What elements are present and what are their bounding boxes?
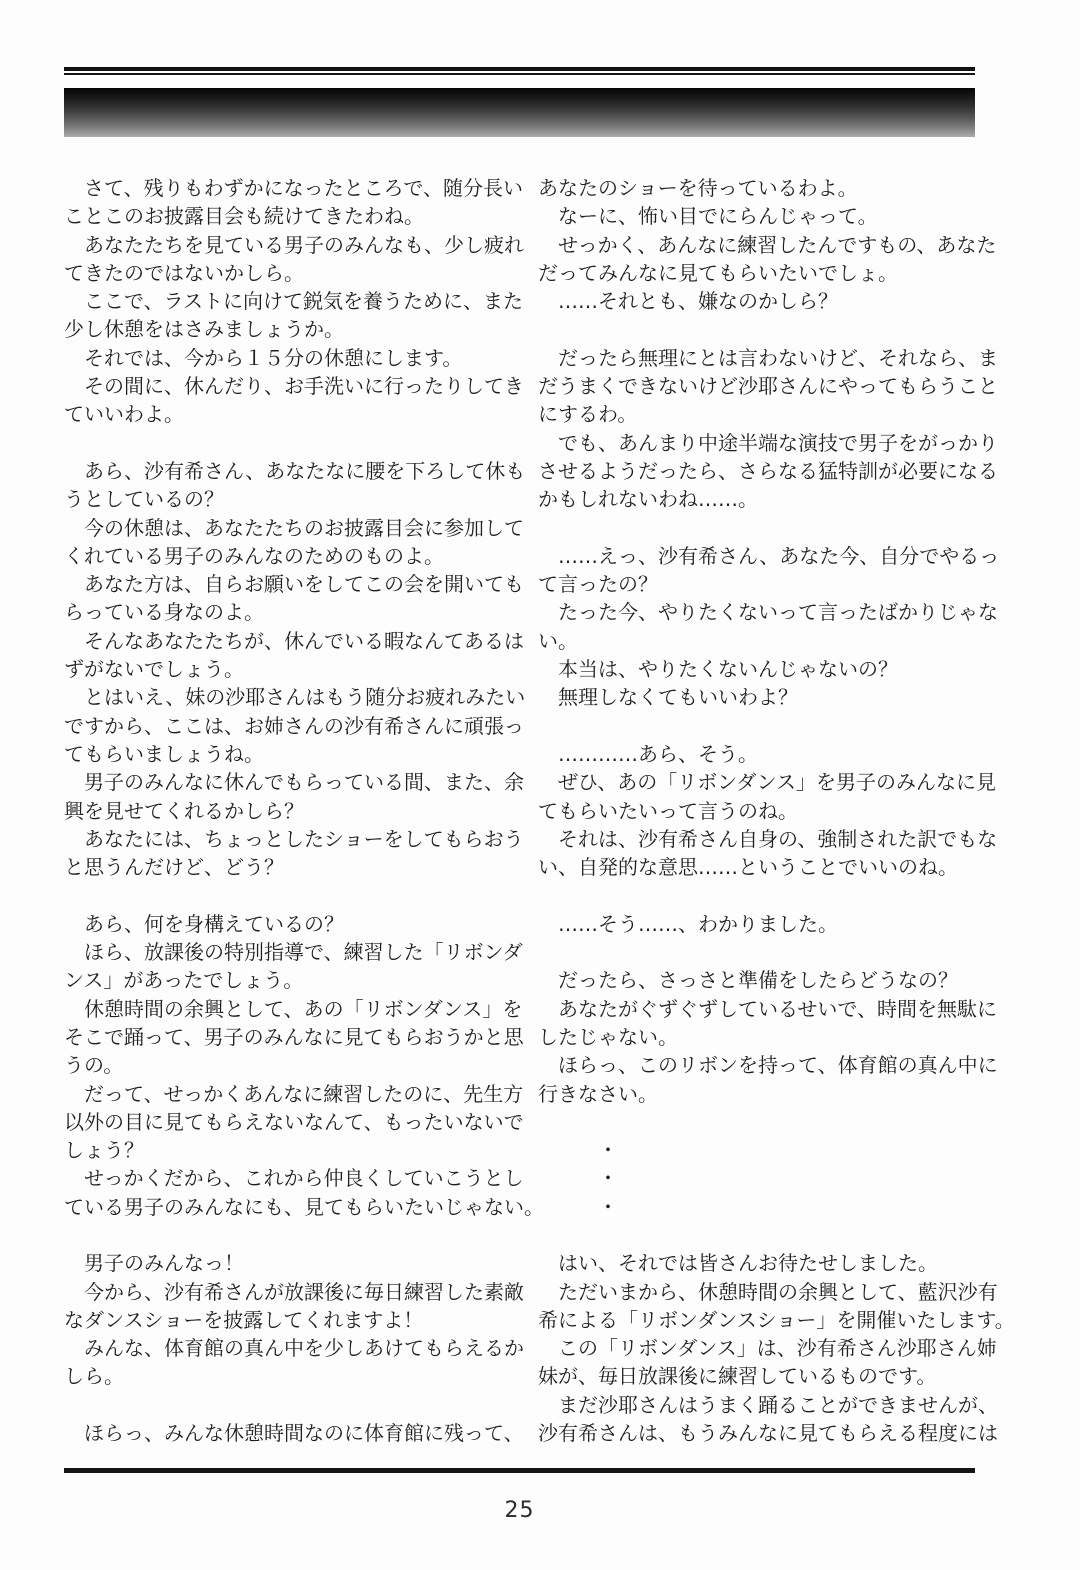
text-line: だうまくできないけど沙耶さんにやってもらうこと [538, 374, 998, 399]
text-line: あら、沙有希さん、あなたなに腰を下ろして休も [64, 458, 526, 483]
text-line: 興を見せてくれるかしら？ [64, 798, 304, 823]
text-line: うとしているの？ [64, 487, 224, 512]
text-line [538, 938, 984, 966]
footer-rule [64, 1468, 975, 1473]
text-line: い、自発的な意思……ということでいいのね。 [538, 855, 958, 880]
page-number: 25 [504, 1498, 535, 1523]
text-line: にするわ。 [538, 402, 638, 427]
text-line: 行きなさい。 [538, 1081, 658, 1106]
text-line: あなたのショーを待っているわよ。 [538, 176, 858, 200]
text-line: それは、沙有希さん自身の、強制された訳でもな [538, 826, 998, 851]
text-line: 休憩時間の余興として、あの「リボンダンス」を [64, 996, 523, 1021]
text-line [64, 429, 510, 457]
text-line: はい、それでは皆さんお待たせしました。 [538, 1251, 938, 1276]
text-line: てきたのではないかしら。 [64, 260, 304, 285]
text-line: しょう？ [64, 1138, 144, 1163]
text-line [538, 712, 984, 740]
text-line: まだ沙耶さんはうまく踊ることができませんが、 [538, 1392, 998, 1417]
text-line: ・ [538, 1166, 618, 1191]
text-line: させるようだったら、さらなる猛特訓が必要になる [538, 458, 998, 483]
text-line: 希による「リボンダンスショー」を開催いたします。 [538, 1307, 1015, 1332]
text-line: 少し休憩をはさみましょうか。 [64, 317, 344, 342]
text-line: ことこのお披露目会も続けてきたわね。 [64, 204, 424, 229]
text-line: とはいえ、妹の沙耶さんはもう随分お疲れみたい [64, 685, 526, 710]
text-line: この「リボンダンス」は、沙有希さん沙耶さん姉 [538, 1336, 997, 1361]
text-line: くれている男子のみんなのためのものよ。 [64, 543, 444, 568]
text-line: せっかく、あんなに練習したんですもの、あなた [538, 232, 997, 257]
text-line: それでは、今から１５分の休憩にします。 [64, 345, 463, 370]
text-line: あなたがぐずぐずしているせいで、時間を無駄に [538, 996, 997, 1021]
text-line: その間に、休んだり、お手洗いに行ったりしてき [64, 374, 524, 399]
text-line: ンス」があったでしょう。 [64, 968, 304, 993]
text-line: ですから、ここは、お姉さんの沙有希さんに頑張っ [64, 713, 524, 738]
text-line: そんなあなたたちが、休んでいる暇なんてあるは [64, 628, 524, 653]
header-double-rule [64, 67, 975, 75]
text-line: なーに、怖い目でにらんじゃって。 [538, 204, 878, 229]
text-line: 沙有希さんは、もうみんなに見てもらえる程度には [538, 1421, 998, 1446]
text-line: あら、何を身構えているの？ [64, 911, 344, 936]
text-line: …………あら、そう。 [538, 741, 758, 766]
text-line: 無理しなくてもいいわよ？ [538, 685, 798, 710]
text-line: 今の休憩は、あなたたちのお披露目会に参加して [64, 515, 524, 540]
text-line [64, 881, 510, 909]
text-line: 今から、沙有希さんが放課後に毎日練習した素敵 [64, 1279, 524, 1304]
text-line: ……それとも、嫌なのかしら？ [538, 289, 838, 314]
text-line: ぜひ、あの「リボンダンス」を男子のみんなに見 [538, 770, 996, 795]
text-line: せっかくだから、これから仲良くしていこうとし [64, 1166, 524, 1191]
text-line [538, 514, 984, 542]
text-line: だって、せっかくあんなに練習したのに、先生方 [64, 1081, 524, 1106]
text-line [538, 315, 984, 343]
text-line: たった今、やりたくないって言ったばかりじゃな [538, 600, 998, 625]
text-line: て言ったの？ [538, 572, 658, 597]
text-line: したじゃない。 [538, 1024, 678, 1049]
text-line [64, 1221, 510, 1249]
text-line: ここで、ラストに向けて鋭気を養うために、また [64, 289, 523, 314]
text-line: あなたには、ちょっとしたショーをしてもらおう [64, 826, 524, 851]
text-line: だったら、さっさと準備をしたらどうなの？ [538, 968, 958, 993]
text-line: ・ [538, 1138, 618, 1163]
text-line: ただいまから、休憩時間の余興として、藍沢沙有 [538, 1279, 998, 1304]
text-line: みんな、体育館の真ん中を少しあけてもらえるか [64, 1336, 524, 1361]
text-line: らっている身なのよ。 [64, 600, 264, 625]
text-line: ……そう……、わかりました。 [538, 911, 838, 936]
text-line: 男子のみんなに休んでもらっている間、また、余 [64, 770, 524, 795]
text-line: 本当は、やりたくないんじゃないの？ [538, 657, 898, 682]
text-line: 妹が、毎日放課後に練習しているものです。 [538, 1364, 937, 1389]
text-line: さて、残りもわずかになったところで、随分長い [64, 176, 523, 200]
text-line: だったら無理にとは言わないけど、それなら、ま [538, 345, 998, 370]
header-gradient-band [64, 88, 975, 137]
text-line [538, 1108, 984, 1136]
text-line: ほらっ、このリボンを持って、体育館の真ん中に [538, 1053, 998, 1078]
text-line: ていいわよ。 [64, 402, 184, 427]
text-line: ……えっ、沙有希さん、あなた今、自分でやるっ [538, 543, 1000, 568]
text-line: ずがないでしょう。 [64, 657, 244, 682]
text-line [64, 1391, 510, 1419]
text-line: うの。 [64, 1053, 124, 1078]
text-line: なダンスショーを披露してくれますよ！ [64, 1307, 424, 1332]
text-line: 男子のみんなっ！ [64, 1251, 244, 1276]
text-line: ・ [538, 1194, 618, 1219]
text-line: あなたたちを見ている男子のみんなも、少し疲れ [64, 232, 524, 257]
text-line: しら。 [64, 1364, 124, 1389]
text-line: ほら、放課後の特別指導で、練習した「リボンダ [64, 940, 523, 965]
text-line: い。 [538, 628, 578, 653]
text-line: でも、あんまり中途半端な演技で男子をがっかり [538, 430, 998, 455]
text-line: だってみんなに見てもらいたいでしょ。 [538, 260, 898, 285]
text-line: あなた方は、自らお願いをしてこの会を開いても [64, 572, 524, 597]
text-line: ている男子のみんなにも、見てもらいたいじゃない。 [64, 1194, 544, 1219]
text-line: てもらいましょうね。 [64, 741, 264, 766]
text-column-right [538, 174, 1015, 1447]
text-line: かもしれないわね……。 [538, 487, 758, 512]
text-line [538, 881, 984, 909]
text-line: ほらっ、みんな休憩時間なのに体育館に残って、 [64, 1421, 524, 1446]
text-line [538, 1221, 984, 1249]
text-column-left [64, 174, 544, 1447]
text-line: てもらいたいって言うのね。 [538, 798, 798, 823]
text-line: と思うんだけど、どう？ [64, 855, 284, 880]
text-line: 以外の目に見てもらえないなんて、もったいないで [64, 1109, 524, 1134]
text-line: そこで踊って、男子のみんなに見てもらおうかと思 [64, 1024, 524, 1049]
